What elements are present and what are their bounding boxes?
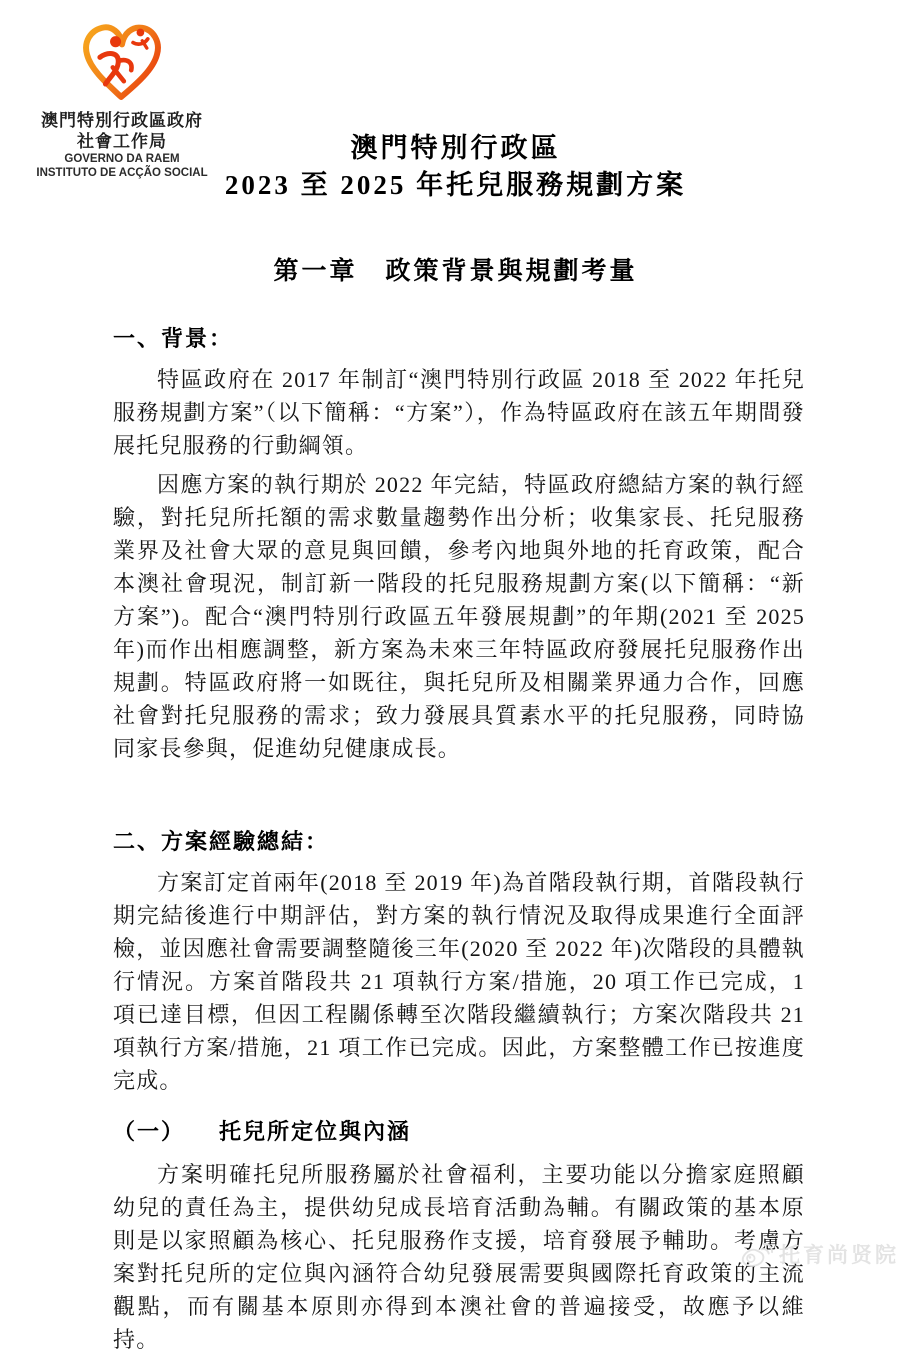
- paragraph: 方案訂定首兩年(2018 至 2019 年)為首階段執行期，首階段執行期完結後進行中期評估，對方案的執行情況及取得成果進行全面評檢，並因應社會需要調整隨後三年(2020 至 2022 年)次階段的具體執行情況。方案首階段共 21 項執行方案/措施，20 項工作已完成，1 項已達目標，但因工程關係轉至次階段繼續執行；方案次階段共 21 項執行方案/措施，21 項工作已完成。因此，方案整體工作已按進度完成。: [113, 870, 805, 1093]
- heart-logo-icon: [76, 16, 168, 106]
- watermark: [739, 1239, 899, 1269]
- org-name-pt-line2: INSTITUTO DE ACÇÃO SOCIAL: [36, 167, 208, 179]
- document-body: [113, 322, 805, 1362]
- section-heading-2: 二、方案經驗總結：: [113, 829, 330, 854]
- chapter-heading: 第一章 政策背景與規劃考量: [273, 258, 638, 285]
- paragraph: 特區政府在 2017 年制訂“澳門特別行政區 2018 至 2022 年托兒服務規劃方案”（以下簡稱：“方案”），作為特區政府在該五年期間發展托兒服務的行動綱領。: [113, 367, 805, 458]
- agency-logo-block: [26, 16, 218, 180]
- paragraph: 方案明確托兒所服務屬於社會福利，主要功能以分擔家庭照顧幼兒的責任為主，提供幼兒成長培育活動為輔。有關政策的基本原則是以家照顧為核心、托兒服務作支援，培育發展予輔助。考慮方案對托兒所的定位與內涵符合幼兒發展需要與國際托育政策的主流觀點，而有關基本原則亦得到本澳社會的普遍接受，故應予以維持。: [113, 1162, 805, 1352]
- org-name-zh-line2: 社會工作局: [77, 132, 167, 151]
- weibo-icon: [739, 1241, 773, 1268]
- subsection-heading: [113, 1115, 805, 1146]
- org-name-zh-line1: 澳門特別行政區政府: [41, 111, 203, 130]
- document-title-line1: 澳門特別行政區: [350, 133, 561, 163]
- subsection-number: （一）: [113, 1119, 186, 1144]
- org-name-pt-line1: GOVERNO DA RAEM: [64, 153, 180, 165]
- watermark-text: 托育尚贤院: [779, 1244, 899, 1267]
- subsection-title: 托兒所定位與內涵: [219, 1119, 412, 1144]
- section-heading-1: 一、背景：: [113, 326, 234, 351]
- paragraph: 因應方案的執行期於 2022 年完結，特區政府總結方案的執行經驗，對托兒所托額的需求數量趨勢作出分析；收集家長、托兒服務業界及社會大眾的意見與回饋，參考內地與外地的托育政策，配合本澳社會現況，制訂新一階段的托兒服務規劃方案(以下簡稱：“新方案”)。配合“澳門特別行政區五年發展規劃”的年期(2021 至 2025 年)而作出相應調整，新方案為未來三年特區政府發展托兒服務作出規劃。特區政府將一如既往，與托兒所及相關業界通力合作，回應社會對托兒服務的需求；致力發展具質素水平的托兒服務，同時協同家長參與，促進幼兒健康成長。: [113, 472, 805, 761]
- document-title-line2: 2023 至 2025 年托兒服務規劃方案: [224, 170, 687, 200]
